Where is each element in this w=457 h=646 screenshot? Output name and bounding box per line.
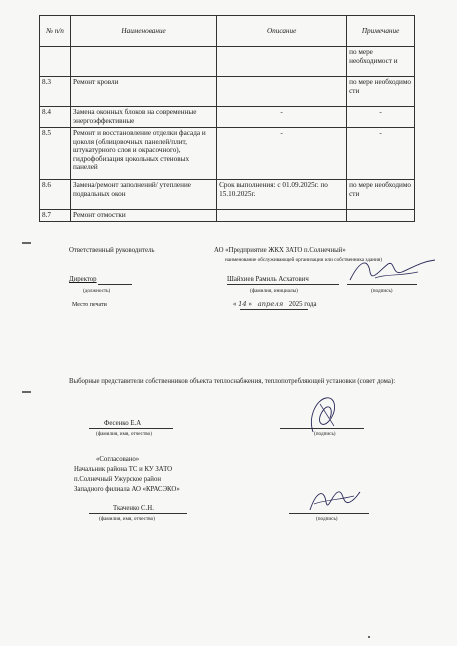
cell-desc	[217, 77, 347, 107]
table-row	[40, 47, 415, 77]
cell-num: 8.4	[40, 107, 71, 128]
director-signature	[340, 250, 440, 290]
cell-name: Замена оконных блоков на современные энергоэффективные	[71, 107, 217, 128]
responsible-person-caption: (фамилия, инициалы)	[250, 288, 298, 294]
owners-label: Выборные представители собственников объекта теплоснабжения, теплопотребляющей установки (совет дома):	[69, 378, 396, 385]
table-row	[40, 210, 415, 222]
table-row	[40, 77, 415, 107]
responsible-signature-caption: (подпись)	[371, 288, 393, 294]
responsible-person: Шайхиев Рамиль Асхатович	[227, 276, 309, 283]
cell-note	[347, 210, 415, 222]
date-year: 2025 года	[288, 301, 317, 308]
agreed-signature-caption: (подпись)	[316, 516, 338, 522]
cell-name: Ремонт отмостки	[71, 210, 217, 222]
responsible-position-caption: (должность)	[83, 288, 111, 294]
cell-name: Замена/ремонт заполнений/ утепление подвальных окон	[71, 180, 217, 210]
cell-num: 8.6	[40, 180, 71, 210]
agreed-name-caption: (фамилия, имя, отчество)	[99, 516, 155, 522]
col-header-note: Примечание	[347, 16, 415, 47]
owner-signature	[298, 392, 348, 437]
responsible-date	[233, 300, 317, 308]
cell-note: по мере необходимо сти	[347, 77, 415, 107]
col-header-num: № п/п	[40, 16, 71, 47]
agreed-line1: Начальник района ТС и КУ ЗАТО	[74, 466, 173, 473]
col-header-name: Наименование	[71, 16, 217, 47]
agreed-name: Ткаченко С.Н.	[113, 505, 154, 512]
agreed-line2: п.Солнечный Ужурское район	[74, 476, 161, 483]
owners-name-caption: (фамилия, имя, отчество)	[96, 431, 152, 437]
owners-name: Фесенко Е.А	[104, 420, 142, 427]
cell-name	[71, 47, 217, 77]
works-table	[39, 15, 415, 222]
owners-name-line	[89, 428, 173, 429]
agreed-line3: Западного филиала АО «КРАСЭКО»	[74, 486, 180, 493]
date-line	[240, 309, 308, 310]
table-row	[40, 107, 415, 128]
cell-num: 8.5	[40, 128, 71, 180]
table-header-row	[40, 16, 415, 47]
cell-note: -	[347, 128, 415, 180]
cell-note: по мере необходимо сти	[347, 180, 415, 210]
cell-desc: -	[217, 128, 347, 180]
position-line	[98, 284, 132, 285]
date-open-quote: «	[233, 301, 237, 308]
stamp-place-label: Место печати	[72, 302, 107, 308]
cell-note: по мере необходимост и	[347, 47, 415, 77]
responsible-position: Директор	[69, 276, 97, 283]
person-line	[227, 284, 339, 285]
date-close-quote: »	[248, 301, 252, 308]
date-day: 14	[238, 300, 247, 308]
agreed-signature	[302, 482, 362, 522]
agreed-name-line	[89, 513, 187, 514]
date-month: апреля	[257, 300, 284, 308]
owners-signature-caption: (подпись)	[314, 431, 336, 437]
table-row	[40, 128, 415, 180]
cell-desc	[217, 210, 347, 222]
col-header-desc: Описание	[217, 16, 347, 47]
scan-mark	[22, 391, 31, 393]
cell-desc: Срок выполнения: с 01.09.2025г. по 15.10.2025г.	[217, 180, 347, 210]
cell-name: Ремонт и восстановление отделки фасада и цоколя (облицовочных панелей/плит, штукатурного слоя и окрасочного), гидрофобизация цокольных стеновых панелей	[71, 128, 217, 180]
cell-desc: -	[217, 107, 347, 128]
responsible-org-caption: наименование обслуживающей организации или собственника здания)	[225, 257, 382, 263]
cell-num: 8.3	[40, 77, 71, 107]
responsible-org: АО «Предприятие ЖКХ ЗАТО п.Солнечный»	[214, 247, 346, 254]
cell-num: 8.7	[40, 210, 71, 222]
cell-name: Ремонт кровли	[71, 77, 217, 107]
agreed-title: «Согласовано»	[96, 456, 140, 463]
cell-desc	[217, 47, 347, 77]
scan-dot	[368, 636, 370, 638]
scan-mark	[22, 242, 31, 244]
cell-note: -	[347, 107, 415, 128]
table-row	[40, 180, 415, 210]
cell-num	[40, 47, 71, 77]
responsible-label: Ответственный руководитель	[69, 247, 155, 254]
